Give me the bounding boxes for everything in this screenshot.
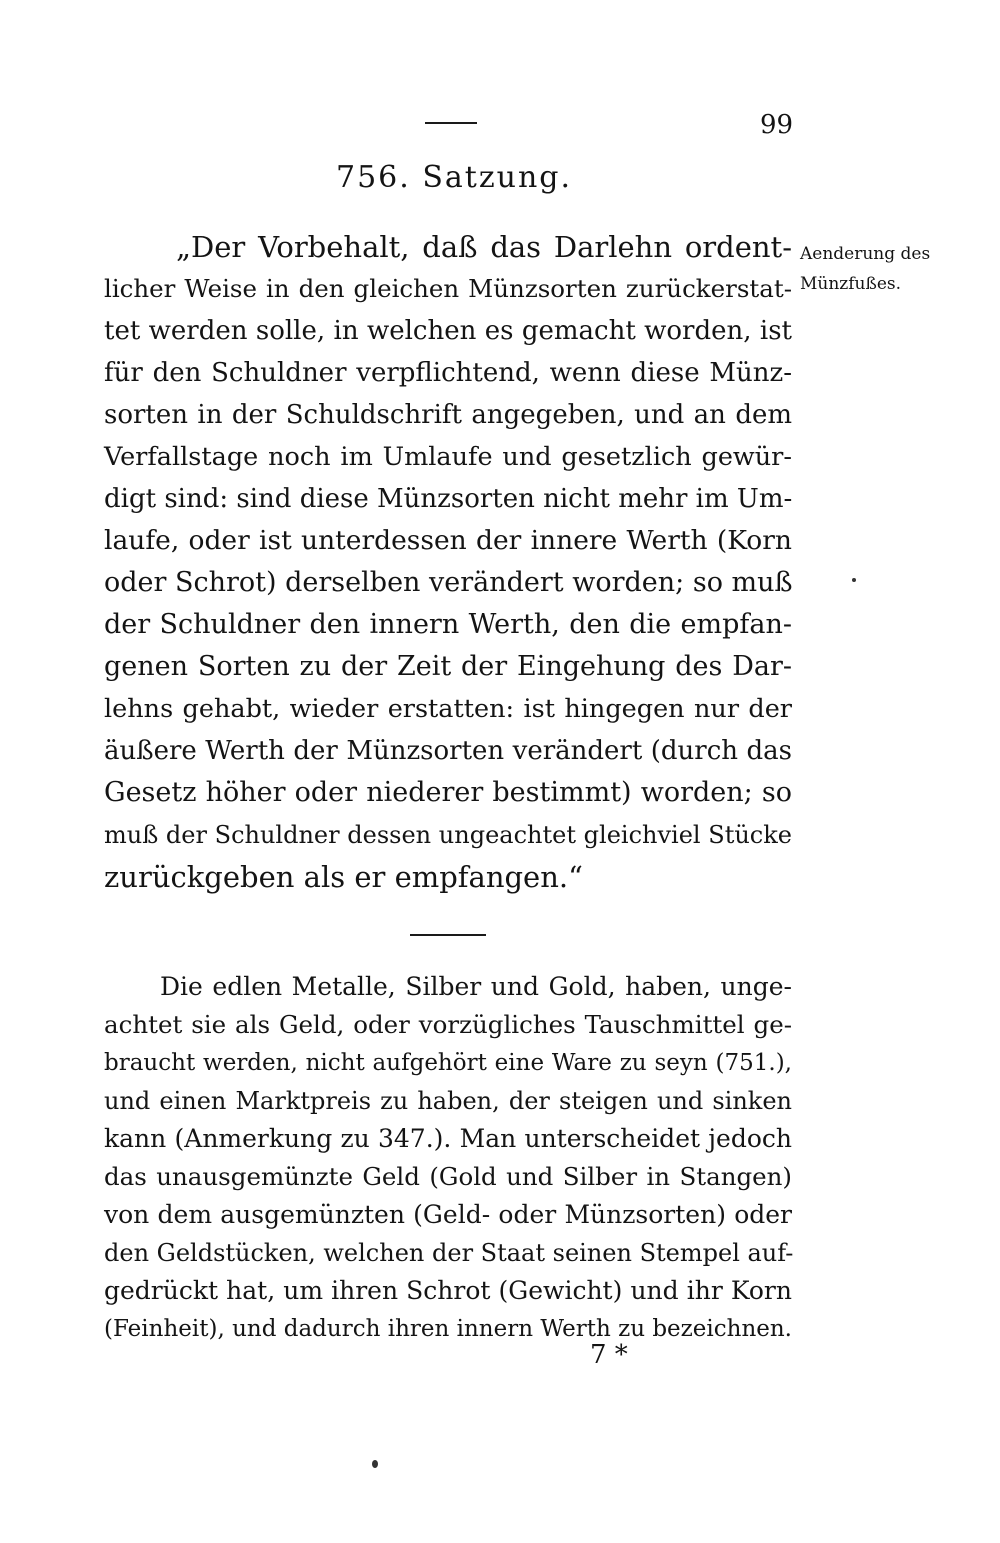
note-line: Die edlen Metalle, Silber und Gold, haben, unge-: [160, 972, 792, 1001]
quote-line: digt sind: sind diese Münzsorten nicht mehr im Um-: [104, 484, 793, 514]
section-heading: 756. Satzung.: [336, 160, 573, 195]
signature-mark: 7 *: [590, 1340, 628, 1370]
quote-line: oder Schrot) derselben verändert worden; so muß: [104, 567, 793, 598]
note-line: gedrückt hat, um ihren Schrot (Gewicht) und ihr Korn: [104, 1276, 792, 1305]
quote-line: zurückgeben als er empfangen.“: [104, 860, 583, 894]
quote-line: für den Schuldner verpflichtend, wenn diese Münz-: [104, 358, 792, 388]
quote-line: licher Weise in den gleichen Münzsorten zurückerstat-: [104, 274, 792, 303]
header-rule: [425, 122, 477, 124]
note-line: achtet sie als Geld, oder vorzügliches Tauschmittel ge-: [104, 1010, 792, 1039]
quote-line: tet werden solle, in welchen es gemacht worden, ist: [104, 316, 792, 346]
ink-speck: [852, 578, 856, 582]
quote-line: „Der Vorbehalt, daß das Darlehn ordent-: [176, 230, 792, 264]
quote-line: Gesetz höher oder niederer bestimmt) worden; so: [104, 777, 792, 808]
page-number: 99: [760, 110, 794, 140]
note-line: das unausgemünzte Geld (Gold und Silber in Stangen): [104, 1162, 792, 1191]
quote-line: der Schuldner den innern Werth, den die empfan-: [104, 609, 792, 640]
quote-line: Verfallstage noch im Umlaufe und gesetzlich gewür-: [104, 442, 792, 472]
ink-speck: [372, 1460, 378, 1468]
quote-line: genen Sorten zu der Zeit der Eingehung des Dar-: [104, 651, 792, 682]
quote-line: laufe, oder ist unterdessen der innere Werth (Korn: [104, 525, 792, 556]
margin-note-line: Münzfußes.: [800, 274, 902, 294]
quote-line: äußere Werth der Münzsorten verändert (durch das: [104, 736, 792, 766]
note-line: den Geldstücken, welchen der Staat seinen Stempel auf-: [104, 1239, 794, 1267]
note-line: und einen Marktpreis zu haben, der steigen und sinken: [104, 1087, 792, 1115]
quote-line: lehns gehabt, wieder erstatten: ist hingegen nur der: [104, 694, 792, 724]
section-divider: [410, 934, 486, 936]
note-line: (Feinheit), und dadurch ihren innern Werth zu bezeichnen.: [104, 1316, 792, 1342]
quote-line: muß der Schuldner dessen ungeachtet gleichviel Stücke: [104, 821, 792, 849]
note-line: kann (Anmerkung zu 347.). Man unterscheidet jedoch: [104, 1124, 792, 1153]
note-line: braucht werden, nicht aufgehört eine Ware zu seyn (751.),: [104, 1050, 792, 1076]
quote-line: sorten in der Schuldschrift angegeben, und an dem: [104, 400, 792, 430]
note-line: von dem ausgemünzten (Geld- oder Münzsorten) oder: [104, 1200, 792, 1229]
margin-note-line: Aenderung des: [800, 244, 931, 264]
